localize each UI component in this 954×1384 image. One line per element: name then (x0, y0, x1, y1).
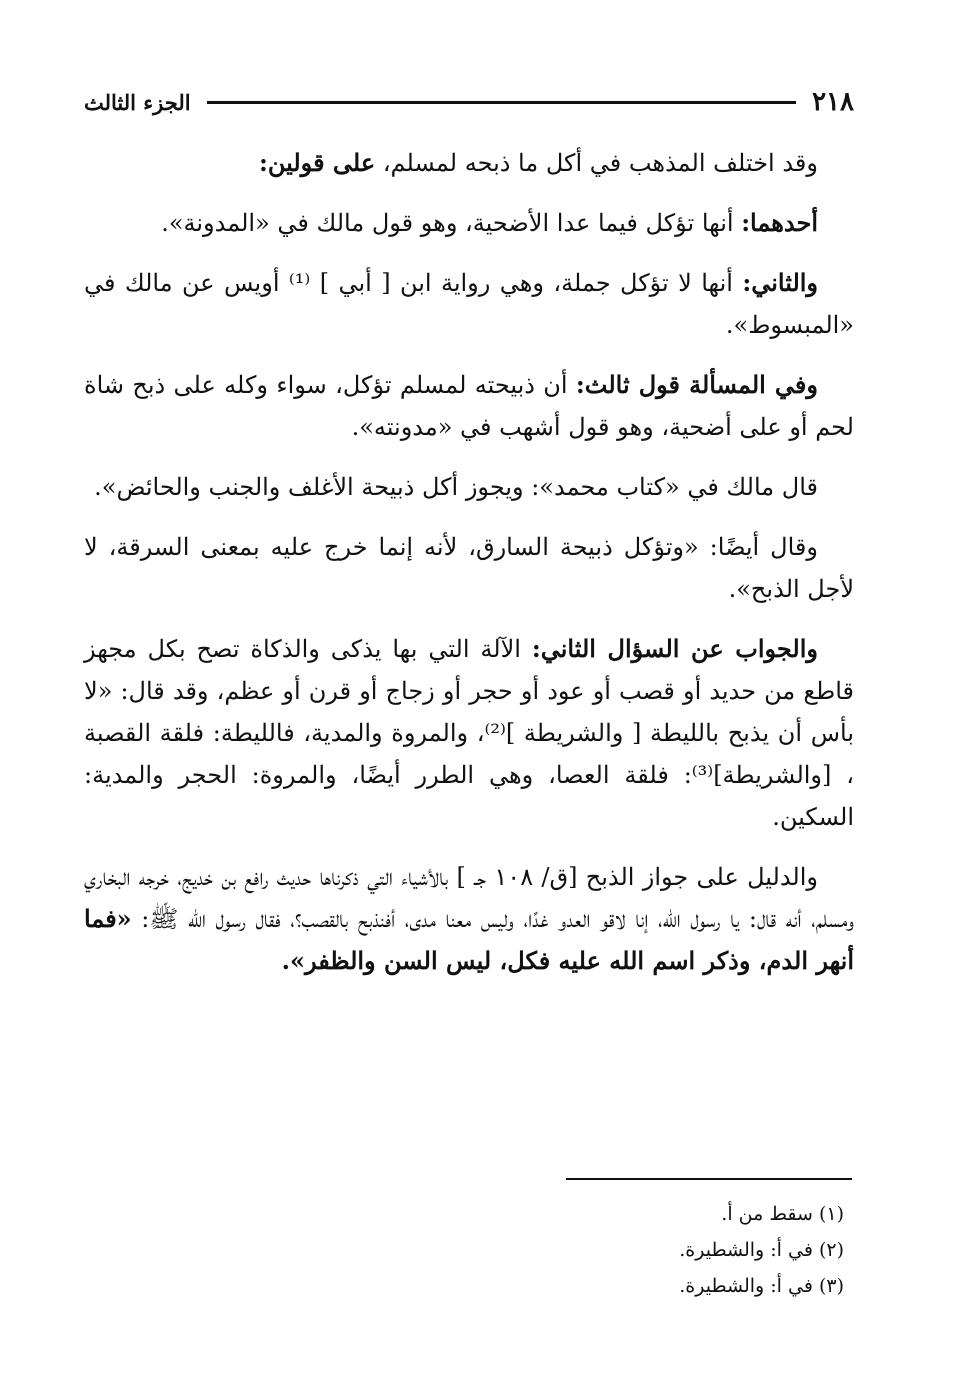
footnote-rule (566, 1178, 852, 1180)
paragraph-7-bold: والجواب عن السؤال الثاني: (531, 634, 818, 663)
paragraph-2-text: أنها تؤكل فيما عدا الأضحية، وهو قول مالك في «المدونة». (161, 209, 734, 237)
paragraph-5-text: قال مالك في «كتاب محمد»: ويجوز أكل ذبيحة الأغلف والجنب والحائض». (94, 473, 818, 501)
footnote-3: (٣) في أ: والشطيرة. (679, 1275, 844, 1297)
paragraph-4-bold: وفي المسألة قول ثالث: (575, 370, 818, 399)
paragraph-6 (84, 526, 854, 610)
paragraph-2-bold: أحدهما: (741, 208, 818, 237)
paragraph-1-bold: على قولين: (258, 148, 376, 177)
paragraph-8-text: والدليل على جواز الذبح [ق/ ١٠٨ جـ ] بالأشياء التي ذكرناها حديث رافع بن خديج، خرجه البخاري ومسلم، أنه قال: يا رسول الله، إنا لاقو العدو غدًا، وليس معنا مدى، أفنذبح بالقصب؟، فقال رسول الله ﷺ: (84, 863, 854, 933)
paragraph-3 (84, 262, 854, 346)
main-text (84, 142, 854, 1000)
paragraph-6-text: وقال أيضًا: «وتؤكل ذبيحة السارق، لأنه إنما خرج عليه بمعنى السرقة، لا لأجل الذبح». (84, 533, 854, 603)
running-title: الجزء الثالث (84, 89, 191, 115)
paragraph-4 (84, 364, 854, 448)
page-number: ٢١٨ (812, 87, 854, 117)
paragraph-2 (84, 202, 854, 244)
footnote-2: (٢) في أ: والشطيرة. (679, 1239, 844, 1261)
footnote-1: (١) سقط من أ. (721, 1203, 844, 1225)
paragraph-3-bold: والثاني: (742, 268, 819, 297)
paragraph-5 (84, 466, 854, 508)
header-rule (207, 101, 797, 104)
page-header (84, 82, 854, 122)
paragraph-7 (84, 628, 854, 838)
paragraph-3-text: أنها لا تؤكل جملة، وهي رواية ابن [ أبي ] ⁽¹⁾ أويس عن مالك في «المبسوط». (84, 269, 854, 339)
paragraph-4-text: أن ذبيحته لمسلم تؤكل، سواء وكله على ذبح شاة لحم أو على أضحية، وهو قول أشهب في «مدونته». (84, 371, 854, 441)
paragraph-1 (84, 142, 854, 184)
paragraph-7-text: الآلة التي بها يذكى والذكاة تصح بكل مجهز قاطع من حديد أو قصب أو عود أو حجر أو زجاج أو قرن أو عظم، وقد قال: «لا بأس أن يذبح بالليطة [ والشريطة ]⁽²⁾، والمروة والمدية، فالليطة: فلقة القصبة ، [والشريطة]⁽³⁾: فلقة العصا، وهي الطرر أيضًا، والمروة: الحجر والمدية: السكين. (84, 635, 855, 831)
paragraph-8 (84, 856, 854, 982)
paragraph-1-text: وقد اختلف المذهب في أكل ما ذبحه لمسلم، (382, 149, 818, 177)
footnotes (84, 1196, 844, 1304)
paragraph-8-bold: «فما أنهر الدم، وذكر اسم الله عليه فكل، ليس السن والظفر». (84, 904, 854, 975)
